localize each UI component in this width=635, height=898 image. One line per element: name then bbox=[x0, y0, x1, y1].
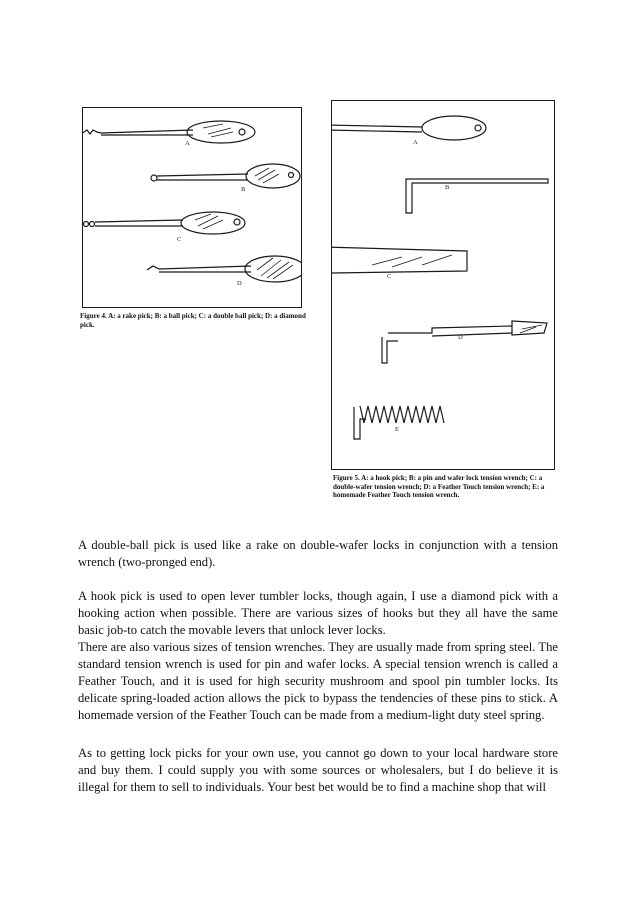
figure-5-frame bbox=[331, 100, 555, 470]
figure-4-caption: Figure 4. A: a rake pick; B: a ball pick; C: a double ball pick; D: a diamond pick. bbox=[80, 312, 306, 329]
feather-touch-tension-wrench-drawing bbox=[382, 321, 547, 363]
figure-4-label-d: D bbox=[237, 280, 242, 287]
figure-5-label-a: A bbox=[413, 139, 418, 146]
figure-5-label-b: B bbox=[445, 184, 450, 191]
paragraph-getting-lock-picks: As to getting lock picks for your own use, you cannot go down to your local hardware store and buy them. I could supply you with some sources or wholesalers, but I do believe it is illegal for them to sell to individuals. Your best bet would be to find a machine shop that will bbox=[78, 746, 558, 794]
figure-5-label-e: E bbox=[395, 426, 399, 433]
hook-pick-drawing bbox=[332, 116, 486, 140]
figure-4-frame bbox=[82, 107, 302, 308]
figure-4-label-a: A bbox=[185, 140, 190, 147]
rake-pick-drawing bbox=[83, 121, 255, 143]
diamond-pick-drawing bbox=[147, 256, 301, 282]
figure-5-illustration bbox=[332, 101, 554, 469]
paragraph-double-ball-pick: A double-ball pick is used like a rake on double-wafer locks in conjunction with a tension wrench (two-pronged end). bbox=[78, 538, 558, 569]
figure-5-label-c: C bbox=[387, 273, 392, 280]
paragraph-hook-pick: A hook pick is used to open lever tumbler locks, though again, I use a diamond pick with a hooking action when possible. There are various sizes of hooks but they all have the same basic job-to catch the movable levers that unlock lever locks. bbox=[78, 589, 558, 637]
paragraph-tension-wrenches: There are also various sizes of tension wrenches. They are usually made from spring steel. The standard tension wrench is used for pin and wafer locks. A special tension wrench is called a Feather Touch, and it is used for high security mushroom and spool pin tumbler locks. Its delicate spring-loaded action allows the pick to bypass the tendencies of these pins to stick. A homemade version of the Feather Touch can be made from a medium-light duty steel spring. bbox=[78, 640, 558, 722]
ball-pick-drawing bbox=[151, 164, 300, 188]
homemade-feather-touch-drawing bbox=[354, 406, 444, 439]
figure-5-caption: Figure 5. A: a hook pick; B: a pin and wafer lock tension wrench; C: a double-wafer tension wrench; D: a Feather Touch tension wrench; E: a homemade Feather Touch tension wrench. bbox=[333, 474, 545, 499]
double-ball-pick-drawing bbox=[84, 212, 246, 234]
double-wafer-tension-wrench-drawing bbox=[332, 247, 467, 283]
figure-4-label-b: B bbox=[241, 186, 246, 193]
figure-5-label-d: D bbox=[458, 334, 463, 341]
pin-wafer-tension-wrench-drawing bbox=[406, 179, 548, 213]
figure-4-label-c: C bbox=[177, 236, 182, 243]
figure-4-illustration bbox=[83, 108, 301, 307]
